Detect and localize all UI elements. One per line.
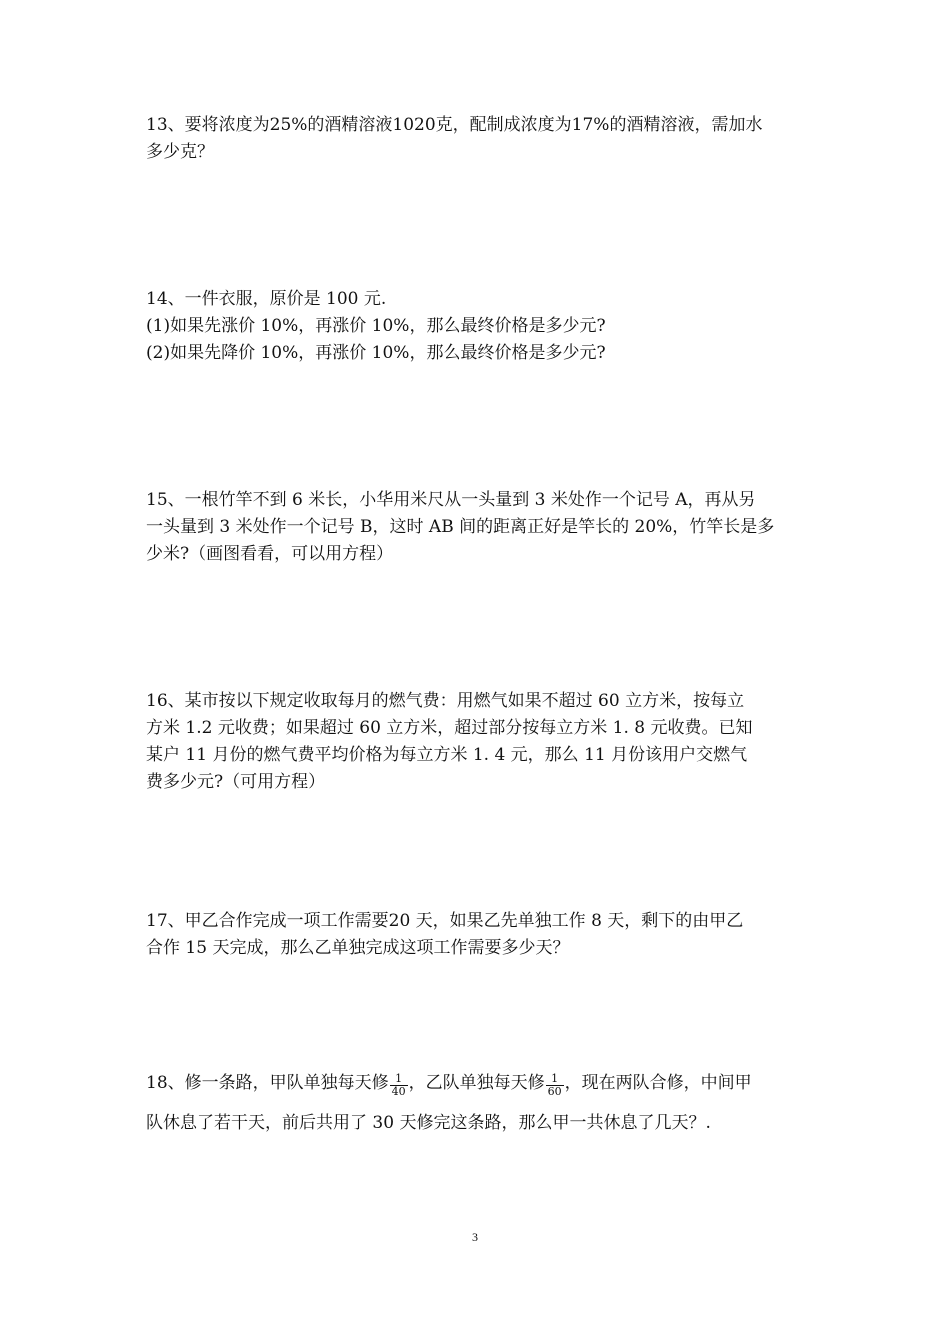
fraction-one-sixtieth [546,1073,564,1098]
problem-18 [146,1068,816,1138]
problem-16 [146,688,816,796]
problem-16-line-1: 16、某市按以下规定收取每月的燃气费：用燃气如果不超过 60 立方米，按每立 [146,691,745,711]
fraction-1-denominator: 40 [391,1085,406,1098]
problem-13-line-2: 多少克？ [146,142,214,162]
problem-14-line-1: 14、一件衣服，原价是 100 元. [146,289,387,309]
problem-13-line-1: 13、要将浓度为25%的酒精溶液1020克，配制成浓度为17%的酒精溶液，需加水 [146,115,763,135]
problem-18-line-1 [146,1068,816,1098]
problem-13 [146,112,816,166]
problem-15 [146,487,816,568]
problem-15-line-3: 少米?（画图看看，可以用方程） [146,544,394,564]
problem-14-part-2: (2)如果先降价 10%，再涨价 10%，那么最终价格是多少元? [146,343,606,363]
problem-18-line-2: 队休息了若干天，前后共用了 30 天修完这条路，那么甲一共休息了几天？. [146,1113,711,1133]
problem-17 [146,908,816,962]
problem-16-line-4: 费多少元?（可用方程） [146,772,326,792]
fraction-one-fortieth [390,1073,408,1098]
fraction-2-numerator: 1 [546,1073,564,1086]
page-number: 3 [472,1230,478,1244]
problem-18-text-3: ，现在两队合修，中间甲 [564,1073,752,1093]
problem-15-line-1: 15、一根竹竿不到 6 米长，小华用米尺从一头量到 3 米处作一个记号 A，再从另 [146,490,756,510]
fraction-1-numerator: 1 [390,1073,408,1086]
problem-18-text-1: 18、修一条路，甲队单独每天修 [146,1073,389,1093]
problem-14-part-1: (1)如果先涨价 10%，再涨价 10%，那么最终价格是多少元? [146,316,606,336]
problem-16-line-2: 方米 1.2 元收费；如果超过 60 立方米，超过部分按每立方米 1. 8 元收费。已知 [146,718,753,738]
problem-15-line-2: 一头量到 3 米处作一个记号 B，这时 AB 间的距离正好是竿长的 20%，竹竿长是多 [146,517,775,537]
problem-17-line-2: 合作 15 天完成，那么乙单独完成这项工作需要多少天？ [146,938,570,958]
problem-16-line-3: 某户 11 月份的燃气费平均价格为每立方米 1. 4 元，那么 11 月份该用户交燃气 [146,745,748,765]
problem-14 [146,286,816,367]
fraction-2-denominator: 60 [547,1085,562,1098]
problem-17-line-1: 17、甲乙合作完成一项工作需要20 天，如果乙先单独工作 8 天，剩下的由甲乙 [146,911,744,931]
problem-18-text-2: ，乙队单独每天修 [408,1073,545,1093]
